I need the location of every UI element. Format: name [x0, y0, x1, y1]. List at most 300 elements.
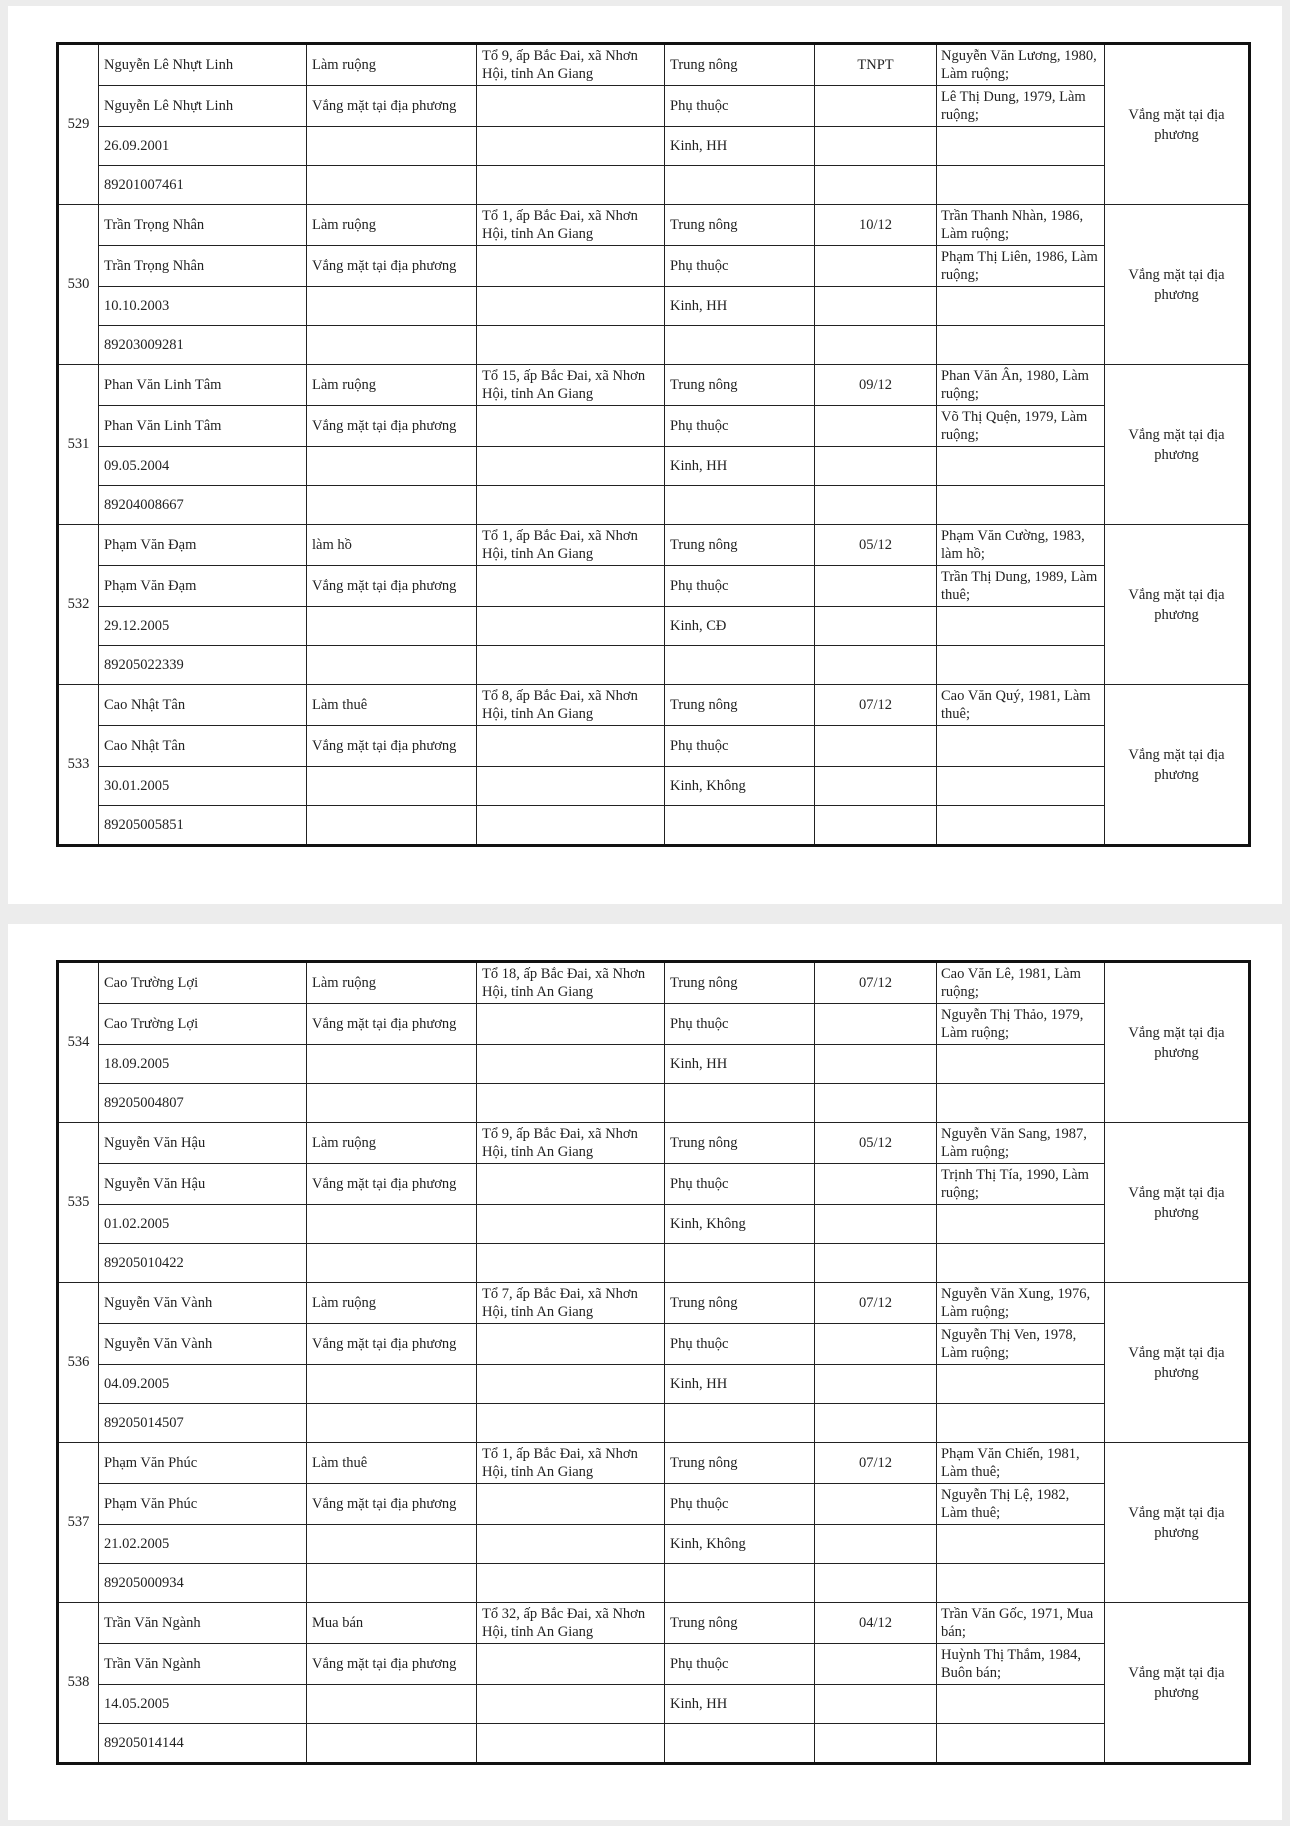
- empty-cell: [815, 326, 937, 365]
- mother-info: Lê Thị Dung, 1979, Làm ruộng;: [937, 86, 1105, 127]
- ethnicity-religion: Kinh, CĐ: [665, 607, 815, 646]
- empty-cell: [815, 1244, 937, 1283]
- empty-cell: [815, 406, 937, 447]
- document-page-2: [8, 924, 1282, 1820]
- full-name: Nguyễn Lê Nhựt Linh: [99, 44, 307, 86]
- empty-cell: [307, 1244, 477, 1283]
- empty-cell: [815, 486, 937, 525]
- full-name: Cao Nhật Tân: [99, 685, 307, 726]
- occupation: Làm thuê: [307, 685, 477, 726]
- father-info: Nguyễn Văn Lương, 1980, Làm ruộng;: [937, 44, 1105, 86]
- ethnicity-religion: Kinh, HH: [665, 287, 815, 326]
- date-of-birth: 30.01.2005: [99, 767, 307, 806]
- empty-cell: [307, 127, 477, 166]
- record-row: [58, 1484, 1250, 1525]
- empty-cell: [937, 806, 1105, 846]
- record-row: [58, 1724, 1250, 1764]
- full-name-repeat: Nguyễn Văn Hậu: [99, 1164, 307, 1205]
- record-row: [58, 646, 1250, 685]
- empty-cell: [815, 1004, 937, 1045]
- record-row: [58, 1564, 1250, 1603]
- empty-cell: [477, 1644, 665, 1685]
- empty-cell: [307, 1205, 477, 1244]
- record-number: 536: [58, 1283, 99, 1443]
- empty-cell: [477, 326, 665, 365]
- family-class: Trung nông: [665, 1283, 815, 1324]
- date-of-birth: 09.05.2004: [99, 447, 307, 486]
- empty-cell: [937, 287, 1105, 326]
- mother-info: Nguyễn Thị Thảo, 1979, Làm ruộng;: [937, 1004, 1105, 1045]
- empty-cell: [477, 1164, 665, 1205]
- record-row: [58, 1004, 1250, 1045]
- full-name: Phạm Văn Phúc: [99, 1443, 307, 1484]
- empty-cell: [815, 246, 937, 287]
- ethnicity-religion: Kinh, HH: [665, 1365, 815, 1404]
- record-number: 529: [58, 44, 99, 205]
- occupation: Làm thuê: [307, 1443, 477, 1484]
- empty-cell: [937, 1525, 1105, 1564]
- family-class: Trung nông: [665, 205, 815, 246]
- family-class: Trung nông: [665, 525, 815, 566]
- empty-cell: [477, 566, 665, 607]
- record-row: [58, 1084, 1250, 1123]
- status-text: Vắng mặt tại địa phương: [1128, 1504, 1225, 1541]
- empty-cell: [307, 1525, 477, 1564]
- empty-cell: [665, 166, 815, 205]
- empty-cell: [937, 1724, 1105, 1764]
- record-row: [58, 767, 1250, 806]
- citizen-id: 89205010422: [99, 1244, 307, 1283]
- empty-cell: [937, 127, 1105, 166]
- empty-cell: [477, 447, 665, 486]
- family-class: Trung nông: [665, 365, 815, 406]
- record-number: 537: [58, 1443, 99, 1603]
- empty-cell: [477, 166, 665, 205]
- full-name: Nguyễn Văn Vành: [99, 1283, 307, 1324]
- current-situation: Vắng mặt tại địa phương: [307, 1324, 477, 1365]
- family-class: Trung nông: [665, 1123, 815, 1164]
- citizen-id: 89204008667: [99, 486, 307, 525]
- date-of-birth: 29.12.2005: [99, 607, 307, 646]
- empty-cell: [477, 1045, 665, 1084]
- education-level: 10/12: [815, 205, 937, 246]
- citizen-id: 89203009281: [99, 326, 307, 365]
- empty-cell: [477, 287, 665, 326]
- empty-cell: [665, 1084, 815, 1123]
- dependency: Phụ thuộc: [665, 1644, 815, 1685]
- status-text: Vắng mặt tại địa phương: [1128, 746, 1225, 783]
- empty-cell: [937, 1404, 1105, 1443]
- empty-cell: [937, 646, 1105, 685]
- record-row: [58, 127, 1250, 166]
- empty-cell: [815, 726, 937, 767]
- status-cell: [1105, 205, 1250, 365]
- full-name-repeat: Cao Trường Lợi: [99, 1004, 307, 1045]
- record-number: 535: [58, 1123, 99, 1283]
- record-number: 532: [58, 525, 99, 685]
- empty-cell: [307, 607, 477, 646]
- empty-cell: [477, 1004, 665, 1045]
- empty-cell: [477, 1685, 665, 1724]
- empty-cell: [307, 767, 477, 806]
- empty-cell: [307, 287, 477, 326]
- current-situation: Vắng mặt tại địa phương: [307, 1644, 477, 1685]
- family-class: Trung nông: [665, 1443, 815, 1484]
- occupation: Làm ruộng: [307, 205, 477, 246]
- empty-cell: [815, 1365, 937, 1404]
- address: Tổ 1, ấp Bắc Đai, xã Nhơn Hội, tỉnh An Giang: [477, 525, 665, 566]
- status-cell: [1105, 1123, 1250, 1283]
- empty-cell: [937, 607, 1105, 646]
- record-row: [58, 1644, 1250, 1685]
- empty-cell: [815, 806, 937, 846]
- family-class: Trung nông: [665, 685, 815, 726]
- citizen-id: 89205005851: [99, 806, 307, 846]
- record-number: 538: [58, 1603, 99, 1764]
- current-situation: Vắng mặt tại địa phương: [307, 86, 477, 127]
- family-class: Trung nông: [665, 1603, 815, 1644]
- address: Tổ 1, ấp Bắc Đai, xã Nhơn Hội, tỉnh An Giang: [477, 1443, 665, 1484]
- empty-cell: [307, 646, 477, 685]
- empty-cell: [665, 1724, 815, 1764]
- empty-cell: [815, 1164, 937, 1205]
- status-cell: [1105, 962, 1250, 1123]
- address: Tổ 1, ấp Bắc Đai, xã Nhơn Hội, tỉnh An Giang: [477, 205, 665, 246]
- record-row: [58, 1123, 1250, 1164]
- empty-cell: [477, 1525, 665, 1564]
- record-row: [58, 365, 1250, 406]
- status-cell: [1105, 1443, 1250, 1603]
- empty-cell: [815, 1084, 937, 1123]
- empty-cell: [307, 1724, 477, 1764]
- empty-cell: [937, 1205, 1105, 1244]
- status-text: Vắng mặt tại địa phương: [1128, 266, 1225, 303]
- education-level: 07/12: [815, 1283, 937, 1324]
- empty-cell: [665, 486, 815, 525]
- record-row: [58, 1443, 1250, 1484]
- full-name-repeat: Nguyễn Văn Vành: [99, 1324, 307, 1365]
- record-number: 531: [58, 365, 99, 525]
- occupation: làm hồ: [307, 525, 477, 566]
- empty-cell: [815, 566, 937, 607]
- record-row: [58, 447, 1250, 486]
- father-info: Trần Văn Gốc, 1971, Mua bán;: [937, 1603, 1105, 1644]
- occupation: Làm ruộng: [307, 962, 477, 1004]
- record-row: [58, 86, 1250, 127]
- citizen-id: 89205022339: [99, 646, 307, 685]
- full-name: Phan Văn Linh Tâm: [99, 365, 307, 406]
- record-number: 533: [58, 685, 99, 846]
- empty-cell: [937, 1244, 1105, 1283]
- empty-cell: [815, 287, 937, 326]
- date-of-birth: 21.02.2005: [99, 1525, 307, 1564]
- dependency: Phụ thuộc: [665, 86, 815, 127]
- education-level: TNPT: [815, 44, 937, 86]
- record-row: [58, 205, 1250, 246]
- record-row: [58, 566, 1250, 607]
- empty-cell: [307, 1685, 477, 1724]
- date-of-birth: 04.09.2005: [99, 1365, 307, 1404]
- empty-cell: [477, 86, 665, 127]
- empty-cell: [307, 1564, 477, 1603]
- record-row: [58, 486, 1250, 525]
- date-of-birth: 18.09.2005: [99, 1045, 307, 1084]
- full-name-repeat: Phạm Văn Phúc: [99, 1484, 307, 1525]
- education-level: 05/12: [815, 525, 937, 566]
- empty-cell: [937, 1685, 1105, 1724]
- empty-cell: [307, 806, 477, 846]
- full-name-repeat: Phạm Văn Đạm: [99, 566, 307, 607]
- empty-cell: [477, 767, 665, 806]
- mother-info: Võ Thị Quện, 1979, Làm ruộng;: [937, 406, 1105, 447]
- record-number: 534: [58, 962, 99, 1123]
- empty-cell: [477, 1365, 665, 1404]
- record-row: [58, 326, 1250, 365]
- empty-cell: [665, 1404, 815, 1443]
- occupation: Mua bán: [307, 1603, 477, 1644]
- ethnicity-religion: Kinh, HH: [665, 1685, 815, 1724]
- empty-cell: [477, 806, 665, 846]
- address: Tổ 18, ấp Bắc Đai, xã Nhơn Hội, tỉnh An Giang: [477, 962, 665, 1004]
- full-name-repeat: Phan Văn Linh Tâm: [99, 406, 307, 447]
- record-row: [58, 166, 1250, 205]
- family-class: Trung nông: [665, 962, 815, 1004]
- record-row: [58, 1404, 1250, 1443]
- citizen-id: 89205014144: [99, 1724, 307, 1764]
- status-text: Vắng mặt tại địa phương: [1128, 1184, 1225, 1221]
- father-info: Trần Thanh Nhàn, 1986, Làm ruộng;: [937, 205, 1105, 246]
- education-level: 07/12: [815, 1443, 937, 1484]
- father-info: Cao Văn Lê, 1981, Làm ruộng;: [937, 962, 1105, 1004]
- record-row: [58, 806, 1250, 846]
- record-row: [58, 1283, 1250, 1324]
- full-name: Nguyễn Văn Hậu: [99, 1123, 307, 1164]
- current-situation: Vắng mặt tại địa phương: [307, 1004, 477, 1045]
- record-row: [58, 44, 1250, 86]
- empty-cell: [477, 1244, 665, 1283]
- record-row: [58, 1045, 1250, 1084]
- father-info: Nguyễn Văn Sang, 1987, Làm ruộng;: [937, 1123, 1105, 1164]
- current-situation: Vắng mặt tại địa phương: [307, 726, 477, 767]
- date-of-birth: 01.02.2005: [99, 1205, 307, 1244]
- dependency: Phụ thuộc: [665, 406, 815, 447]
- empty-cell: [937, 166, 1105, 205]
- empty-cell: [815, 1685, 937, 1724]
- ethnicity-religion: Kinh, Không: [665, 767, 815, 806]
- empty-cell: [815, 1324, 937, 1365]
- father-info: Phạm Văn Chiến, 1981, Làm thuê;: [937, 1443, 1105, 1484]
- occupation: Làm ruộng: [307, 365, 477, 406]
- address: Tổ 32, ấp Bắc Đai, xã Nhơn Hội, tỉnh An Giang: [477, 1603, 665, 1644]
- empty-cell: [307, 1084, 477, 1123]
- empty-cell: [665, 1244, 815, 1283]
- record-row: [58, 685, 1250, 726]
- ethnicity-religion: Kinh, Không: [665, 1525, 815, 1564]
- record-row: [58, 246, 1250, 287]
- empty-cell: [477, 607, 665, 646]
- empty-cell: [937, 1564, 1105, 1603]
- registry-table: [56, 42, 1251, 847]
- record-row: [58, 726, 1250, 767]
- empty-cell: [815, 1525, 937, 1564]
- empty-cell: [477, 1484, 665, 1525]
- record-row: [58, 287, 1250, 326]
- full-name: Phạm Văn Đạm: [99, 525, 307, 566]
- empty-cell: [815, 646, 937, 685]
- empty-cell: [477, 646, 665, 685]
- mother-info: Nguyễn Thị Lệ, 1982, Làm thuê;: [937, 1484, 1105, 1525]
- empty-cell: [477, 127, 665, 166]
- family-class: Trung nông: [665, 44, 815, 86]
- ethnicity-religion: Kinh, Không: [665, 1205, 815, 1244]
- empty-cell: [815, 166, 937, 205]
- father-info: Phan Văn Ân, 1980, Làm ruộng;: [937, 365, 1105, 406]
- ethnicity-religion: Kinh, HH: [665, 1045, 815, 1084]
- current-situation: Vắng mặt tại địa phương: [307, 406, 477, 447]
- empty-cell: [815, 1404, 937, 1443]
- education-level: 07/12: [815, 962, 937, 1004]
- dependency: Phụ thuộc: [665, 1004, 815, 1045]
- status-text: Vắng mặt tại địa phương: [1128, 1024, 1225, 1061]
- empty-cell: [477, 486, 665, 525]
- empty-cell: [307, 166, 477, 205]
- empty-cell: [815, 1564, 937, 1603]
- date-of-birth: 14.05.2005: [99, 1685, 307, 1724]
- status-cell: [1105, 44, 1250, 205]
- mother-info: Trịnh Thị Tía, 1990, Làm ruộng;: [937, 1164, 1105, 1205]
- empty-cell: [937, 1045, 1105, 1084]
- record-row: [58, 1365, 1250, 1404]
- empty-cell: [477, 1084, 665, 1123]
- status-text: Vắng mặt tại địa phương: [1128, 1344, 1225, 1381]
- occupation: Làm ruộng: [307, 1283, 477, 1324]
- dependency: Phụ thuộc: [665, 246, 815, 287]
- empty-cell: [665, 1564, 815, 1603]
- dependency: Phụ thuộc: [665, 726, 815, 767]
- empty-cell: [477, 246, 665, 287]
- full-name-repeat: Trần Văn Ngành: [99, 1644, 307, 1685]
- current-situation: Vắng mặt tại địa phương: [307, 1164, 477, 1205]
- address: Tổ 15, ấp Bắc Đai, xã Nhơn Hội, tỉnh An Giang: [477, 365, 665, 406]
- mother-info: Huỳnh Thị Thắm, 1984, Buôn bán;: [937, 1644, 1105, 1685]
- empty-cell: [937, 767, 1105, 806]
- empty-cell: [815, 1644, 937, 1685]
- empty-cell: [815, 447, 937, 486]
- father-info: Nguyễn Văn Xung, 1976, Làm ruộng;: [937, 1283, 1105, 1324]
- education-level: 07/12: [815, 685, 937, 726]
- status-cell: [1105, 525, 1250, 685]
- occupation: Làm ruộng: [307, 1123, 477, 1164]
- status-cell: [1105, 1603, 1250, 1764]
- record-row: [58, 1603, 1250, 1644]
- registry-table: [56, 960, 1251, 1765]
- empty-cell: [937, 326, 1105, 365]
- citizen-id: 89205004807: [99, 1084, 307, 1123]
- empty-cell: [815, 1045, 937, 1084]
- empty-cell: [937, 486, 1105, 525]
- empty-cell: [477, 1724, 665, 1764]
- empty-cell: [665, 646, 815, 685]
- mother-info: [937, 726, 1105, 767]
- full-name: Trần Trọng Nhân: [99, 205, 307, 246]
- empty-cell: [307, 1045, 477, 1084]
- full-name-repeat: Cao Nhật Tân: [99, 726, 307, 767]
- record-row: [58, 1205, 1250, 1244]
- mother-info: Phạm Thị Liên, 1986, Làm ruộng;: [937, 246, 1105, 287]
- record-row: [58, 962, 1250, 1004]
- mother-info: Nguyễn Thị Ven, 1978, Làm ruộng;: [937, 1324, 1105, 1365]
- date-of-birth: 10.10.2003: [99, 287, 307, 326]
- date-of-birth: 26.09.2001: [99, 127, 307, 166]
- status-text: Vắng mặt tại địa phương: [1128, 106, 1225, 143]
- full-name: Cao Trường Lợi: [99, 962, 307, 1004]
- record-row: [58, 1324, 1250, 1365]
- empty-cell: [307, 1365, 477, 1404]
- empty-cell: [477, 726, 665, 767]
- address: Tổ 7, ấp Bắc Đai, xã Nhơn Hội, tỉnh An Giang: [477, 1283, 665, 1324]
- empty-cell: [307, 486, 477, 525]
- address: Tổ 9, ấp Bắc Đai, xã Nhơn Hội, tỉnh An Giang: [477, 1123, 665, 1164]
- record-row: [58, 1164, 1250, 1205]
- education-level: 09/12: [815, 365, 937, 406]
- citizen-id: 89205000934: [99, 1564, 307, 1603]
- ethnicity-religion: Kinh, HH: [665, 447, 815, 486]
- empty-cell: [937, 447, 1105, 486]
- empty-cell: [307, 447, 477, 486]
- status-cell: [1105, 1283, 1250, 1443]
- status-cell: [1105, 685, 1250, 846]
- father-info: Cao Văn Quý, 1981, Làm thuê;: [937, 685, 1105, 726]
- empty-cell: [815, 767, 937, 806]
- status-cell: [1105, 365, 1250, 525]
- education-level: 05/12: [815, 1123, 937, 1164]
- empty-cell: [815, 1484, 937, 1525]
- dependency: Phụ thuộc: [665, 1324, 815, 1365]
- empty-cell: [815, 607, 937, 646]
- occupation: Làm ruộng: [307, 44, 477, 86]
- father-info: Phạm Văn Cường, 1983, làm hồ;: [937, 525, 1105, 566]
- empty-cell: [307, 1404, 477, 1443]
- empty-cell: [815, 127, 937, 166]
- current-situation: Vắng mặt tại địa phương: [307, 246, 477, 287]
- status-text: Vắng mặt tại địa phương: [1128, 1664, 1225, 1701]
- empty-cell: [477, 1324, 665, 1365]
- empty-cell: [665, 326, 815, 365]
- record-row: [58, 1685, 1250, 1724]
- citizen-id: 89205014507: [99, 1404, 307, 1443]
- mother-info: Trần Thị Dung, 1989, Làm thuê;: [937, 566, 1105, 607]
- empty-cell: [307, 326, 477, 365]
- record-row: [58, 1525, 1250, 1564]
- document-page-1: [8, 6, 1282, 904]
- empty-cell: [815, 1724, 937, 1764]
- empty-cell: [937, 1084, 1105, 1123]
- status-text: Vắng mặt tại địa phương: [1128, 586, 1225, 623]
- dependency: Phụ thuộc: [665, 566, 815, 607]
- empty-cell: [477, 1564, 665, 1603]
- record-row: [58, 1244, 1250, 1283]
- current-situation: Vắng mặt tại địa phương: [307, 1484, 477, 1525]
- address: Tổ 8, ấp Bắc Đai, xã Nhơn Hội, tỉnh An Giang: [477, 685, 665, 726]
- empty-cell: [815, 86, 937, 127]
- current-situation: Vắng mặt tại địa phương: [307, 566, 477, 607]
- address: Tổ 9, ấp Bắc Đai, xã Nhơn Hội, tỉnh An Giang: [477, 44, 665, 86]
- ethnicity-religion: Kinh, HH: [665, 127, 815, 166]
- record-row: [58, 525, 1250, 566]
- empty-cell: [815, 1205, 937, 1244]
- empty-cell: [937, 1365, 1105, 1404]
- empty-cell: [477, 1205, 665, 1244]
